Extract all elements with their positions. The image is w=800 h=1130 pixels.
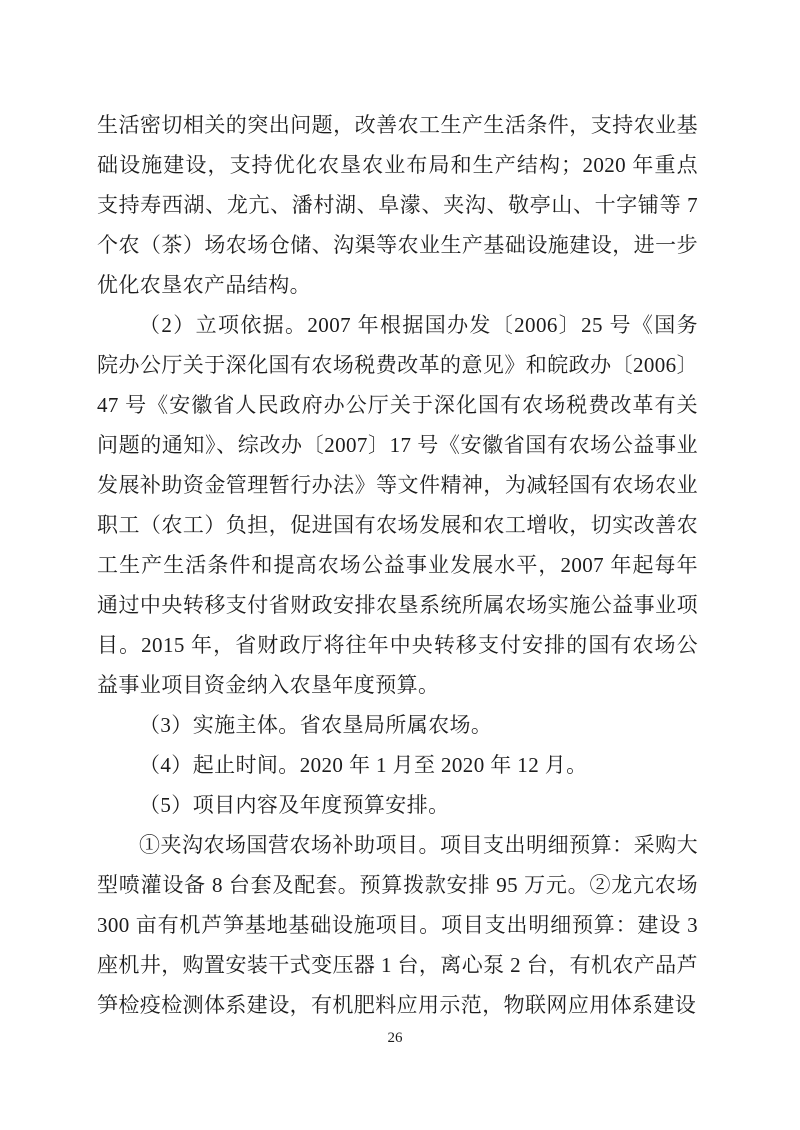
paragraph-project-details: ①夹沟农场国营农场补助项目。项目支出明细预算：采购大型喷灌设备 8 台套及配套。预算拨款安排 95 万元。②龙亢农场 300 亩有机芦笋基地基础设施项目。项目支出明细预算：建设 3 座机井，购置安装干式变压器 1 台，离心泵 2 台，有机农产品芦笋检疫检测体系建设，有机肥料应用示范，物联网应用体系建设 [97, 833, 698, 1017]
paragraph-continuation: 生活密切相关的突出问题，改善农工生产生活条件，支持农业基础设施建设，支持优化农垦农业布局和生产结构；2020 年重点支持寿西湖、龙亢、潘村湖、阜濛、夹沟、敬亭山、十字铺等 7 个农（茶）场农场仓储、沟渠等农业生产基础设施建设，进一步优化农垦农产品结构。 [97, 113, 698, 297]
document-body [97, 105, 698, 1025]
paragraph-time-period: （4）起止时间。2020 年 1 月至 2020 年 12 月。 [139, 753, 588, 777]
paragraph-implementing-body: （3）实施主体。省农垦局所属农场。 [139, 713, 493, 737]
page-number: 26 [387, 1030, 403, 1046]
paragraph-project-basis: （2）立项依据。2007 年根据国办发〔2006〕25 号《国务院办公厅关于深化国有农场税费改革的意见》和皖政办〔2006〕47 号《安徽省人民政府办公厅关于深化国有农场税费改革有关问题的通知》、综改办〔2007〕17 号《安徽省国有农场公益事业发展补助资金管理暂行办法》等文件精神，为减轻国有农场农业职工（农工）负担，促进国有农场发展和农工增收，切实改善农工生产生活条件和提高农场公益事业发展水平，2007 年起每年通过中央转移支付省财政安排农垦系统所属农场实施公益事业项目。2015 年，省财政厅将往年中央转移支付安排的国有农场公益事业项目资金纳入农垦年度预算。 [97, 313, 698, 697]
paragraph-project-content-heading: （5）项目内容及年度预算安排。 [139, 793, 450, 817]
